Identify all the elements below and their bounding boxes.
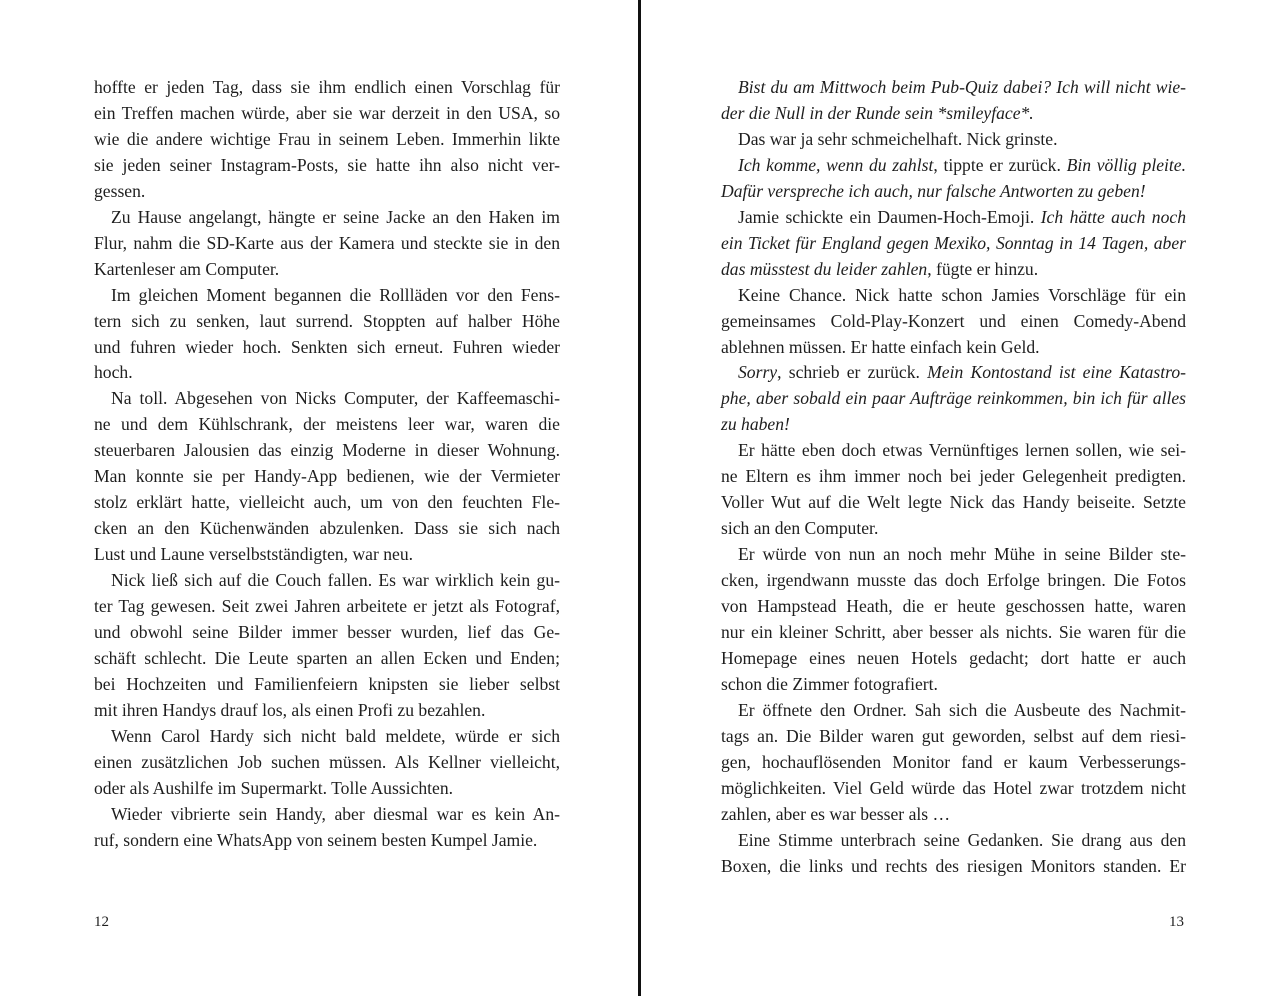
text-line (94, 749, 560, 775)
text-run: gemeinsames Cold-Play-Konzert und einen Comedy-Abend (721, 311, 1186, 331)
text-line (721, 567, 1186, 593)
text-run: ter Tag gewesen. Seit zwei Jahren arbeitete er jetzt als Fotograf, (94, 596, 560, 616)
text-line (738, 541, 1186, 567)
text-run: Im gleichen Moment begannen die Rollläden vor den Fens- (111, 285, 560, 305)
text-run: schon die Zimmer fotografiert. (721, 674, 938, 694)
text-run: Zu Hause angelangt, hängte er seine Jacke an den Haken im (111, 207, 560, 227)
text-run: , tippte er zurück. (933, 155, 1067, 175)
text-line (111, 204, 560, 230)
text-run: und fuhren wieder hoch. Senkten sich erneut. Fuhren wieder (94, 337, 560, 357)
text-line (94, 593, 560, 619)
italic-text-run: phe, aber sobald ein paar Aufträge reinkommen, bin ich für alles (721, 388, 1186, 408)
text-run: von Hampstead Heath, die er heute geschossen hatte, waren (721, 596, 1186, 616)
text-run: Voller Wut auf die Welt legte Nick das Handy beiseite. Setzte (721, 492, 1186, 512)
text-run: sie jeden seiner Instagram-Posts, sie hatte ihn also nicht ver- (94, 155, 560, 175)
text-run: Homepage eines neuen Hotels gedacht; dort hatte er auch (721, 648, 1186, 668)
italic-text-run: Bin völlig pleite. (1066, 155, 1186, 175)
italic-text-run: Ich hätte auch noch (1040, 207, 1186, 227)
text-line (738, 697, 1186, 723)
text-run: gen, hochauflösenden Monitor fand er kaum Verbesserungs- (721, 752, 1186, 772)
text-run: , schrieb er zurück. (777, 362, 928, 382)
text-line (94, 463, 560, 489)
text-line (94, 515, 560, 541)
text-line (738, 204, 1186, 230)
text-run: möglichkeiten. Viel Geld würde das Hotel zwar trotzdem nicht (721, 778, 1186, 798)
text-line (721, 385, 1186, 411)
text-run: bei Hochzeiten und Familienfeiern knipsten sie lieber selbst (94, 674, 560, 694)
text-line (738, 827, 1186, 853)
text-line (721, 230, 1186, 256)
text-line (94, 126, 560, 152)
text-run: tags an. Die Bilder waren gut geworden, selbst auf dem riesi- (721, 726, 1186, 746)
italic-text-run: Dafür verspreche ich auch, nur falsche Antworten zu geben! (721, 181, 1146, 201)
text-line (721, 178, 1186, 204)
text-run: steuerbaren Jalousien das einzig Moderne in dieser Wohnung. (94, 440, 560, 460)
italic-text-run: Sorry (738, 362, 778, 382)
text-run: nur ein kleiner Schritt, aber besser als nichts. Sie waren für die (721, 622, 1186, 642)
italic-text-run: Ich komme, wenn du zahlst (738, 155, 934, 175)
text-run: Boxen, die links und rechts des riesigen Monitors standen. Er (721, 856, 1186, 876)
text-run: stolz erklärt hatte, vielleicht auch, um von den feuchten Fle- (94, 492, 560, 512)
text-line (94, 645, 560, 671)
text-run: cken, irgendwann musste das doch Erfolge bringen. Die Fotos (721, 570, 1186, 590)
text-line (111, 385, 560, 411)
text-line (721, 334, 1186, 360)
text-line (94, 541, 560, 567)
text-line (94, 827, 560, 853)
text-line (94, 100, 560, 126)
text-run: Na toll. Abgesehen von Nicks Computer, der Kaffeemaschi- (111, 388, 560, 408)
text-run: Lust und Laune verselbstständigten, war neu. (94, 544, 414, 564)
text-run: Keine Chance. Nick hatte schon Jamies Vorschläge für ein (738, 285, 1186, 305)
text-run: cken an den Küchenwänden abzulenken. Dass sie sich nach (94, 518, 560, 538)
text-run: Jamie schickte ein Daumen-Hoch-Emoji. (738, 207, 1041, 227)
text-run: ne und dem Kühlschrank, der meistens leer war, waren die (94, 414, 560, 434)
text-line (94, 489, 560, 515)
text-line (738, 437, 1186, 463)
right-page (641, 0, 1280, 996)
text-line (94, 437, 560, 463)
text-run: Eine Stimme unterbrach seine Gedanken. Sie drang aus den (738, 830, 1186, 850)
text-line (738, 152, 1186, 178)
text-run: wie die andere wichtige Frau in seinem Leben. Immerhin likte (94, 129, 560, 149)
text-line (721, 308, 1186, 334)
text-line (111, 723, 560, 749)
text-line (721, 463, 1186, 489)
text-run: sich an den Computer. (721, 518, 879, 538)
text-run: schäft schlecht. Die Leute sparten an allen Ecken und Enden; (94, 648, 560, 668)
text-run: Kartenleser am Computer. (94, 259, 280, 279)
text-run: Wenn Carol Hardy sich nicht bald meldete, würde er sich (111, 726, 560, 746)
italic-text-run: Mein Kontostand ist eine Katastro- (927, 362, 1186, 382)
text-line (94, 697, 560, 723)
text-line (721, 256, 1186, 282)
text-line (94, 256, 560, 282)
text-line (721, 100, 1186, 126)
text-run: hoch. (94, 362, 133, 382)
text-run: hoffte er jeden Tag, dass sie ihm endlich einen Vorschlag für (94, 77, 560, 97)
text-line (94, 334, 560, 360)
text-run: ruf, sondern eine WhatsApp von seinem besten Kumpel Jamie. (94, 830, 538, 850)
text-line (721, 723, 1186, 749)
text-line (721, 619, 1186, 645)
text-line (738, 126, 1186, 152)
text-run: , fügte er hinzu. (927, 259, 1039, 279)
text-run: ne Eltern es ihm immer noch bei jeder Gelegenheit predigten. (721, 466, 1186, 486)
italic-text-run: das müsstest du leider zahlen (721, 259, 928, 279)
text-run: ein Treffen machen würde, aber sie war derzeit in den USA, so (94, 103, 560, 123)
italic-text-run: zu haben! (721, 414, 790, 434)
text-run: Das war ja sehr schmeichelhaft. Nick grinste. (738, 129, 1058, 149)
italic-text-run: ein Ticket für England gegen Mexiko, Sonntag in 14 Tagen, aber (721, 233, 1186, 253)
text-line (94, 775, 560, 801)
text-line (738, 74, 1186, 100)
text-line (94, 230, 560, 256)
text-line (721, 593, 1186, 619)
text-line (721, 775, 1186, 801)
text-line (94, 178, 560, 204)
text-line (94, 359, 560, 385)
text-run: Er hätte eben doch etwas Vernünftiges lernen sollen, wie sei- (738, 440, 1186, 460)
italic-text-run: Bist du am Mittwoch beim Pub-Quiz dabei? Ich will nicht wie- (738, 77, 1186, 97)
text-line (94, 74, 560, 100)
text-line (721, 489, 1186, 515)
text-line (111, 282, 560, 308)
text-line (721, 801, 1186, 827)
text-run: Man konnte sie per Handy-App bedienen, wie der Vermieter (94, 466, 560, 486)
text-line (94, 411, 560, 437)
text-run: Er würde von nun an noch mehr Mühe in seine Bilder ste- (738, 544, 1186, 564)
text-run: mit ihren Handys drauf los, als einen Profi zu bezahlen. (94, 700, 486, 720)
text-run: tern sich zu senken, laut surrend. Stoppten auf halber Höhe (94, 311, 560, 331)
text-line (94, 152, 560, 178)
text-run: ablehnen müssen. Er hatte einfach kein Geld. (721, 337, 1040, 357)
text-line (721, 645, 1186, 671)
text-run: Flur, nahm die SD-Karte aus der Kamera und steckte sie in den (94, 233, 560, 253)
text-line (721, 515, 1186, 541)
text-run: und obwohl seine Bilder immer besser wurden, lief das Ge- (94, 622, 560, 642)
text-line (721, 671, 1186, 697)
text-line (738, 359, 1186, 385)
page-number-left: 12 (94, 914, 109, 930)
text-line (111, 567, 560, 593)
text-line (721, 749, 1186, 775)
text-line (111, 801, 560, 827)
page-number-right: 13 (1169, 914, 1184, 930)
text-run: oder als Aushilfe im Supermarkt. Tolle Aussichten. (94, 778, 454, 798)
text-line (94, 671, 560, 697)
left-page (0, 0, 638, 996)
text-run: Nick ließ sich auf die Couch fallen. Es war wirklich kein gu- (111, 570, 560, 590)
text-run: einen zusätzlichen Job suchen müssen. Als Kellner vielleicht, (94, 752, 560, 772)
text-line (94, 619, 560, 645)
text-line (738, 282, 1186, 308)
italic-text-run: der die Null in der Runde sein *smileyface*. (721, 103, 1034, 123)
text-line (721, 411, 1186, 437)
text-line (721, 853, 1186, 879)
text-line (94, 308, 560, 334)
text-run: zahlen, aber es war besser als … (721, 804, 951, 824)
text-run: Wieder vibrierte sein Handy, aber diesmal war es kein An- (111, 804, 560, 824)
text-run: Er öffnete den Ordner. Sah sich die Ausbeute des Nachmit- (738, 700, 1186, 720)
text-run: gessen. (94, 181, 146, 201)
